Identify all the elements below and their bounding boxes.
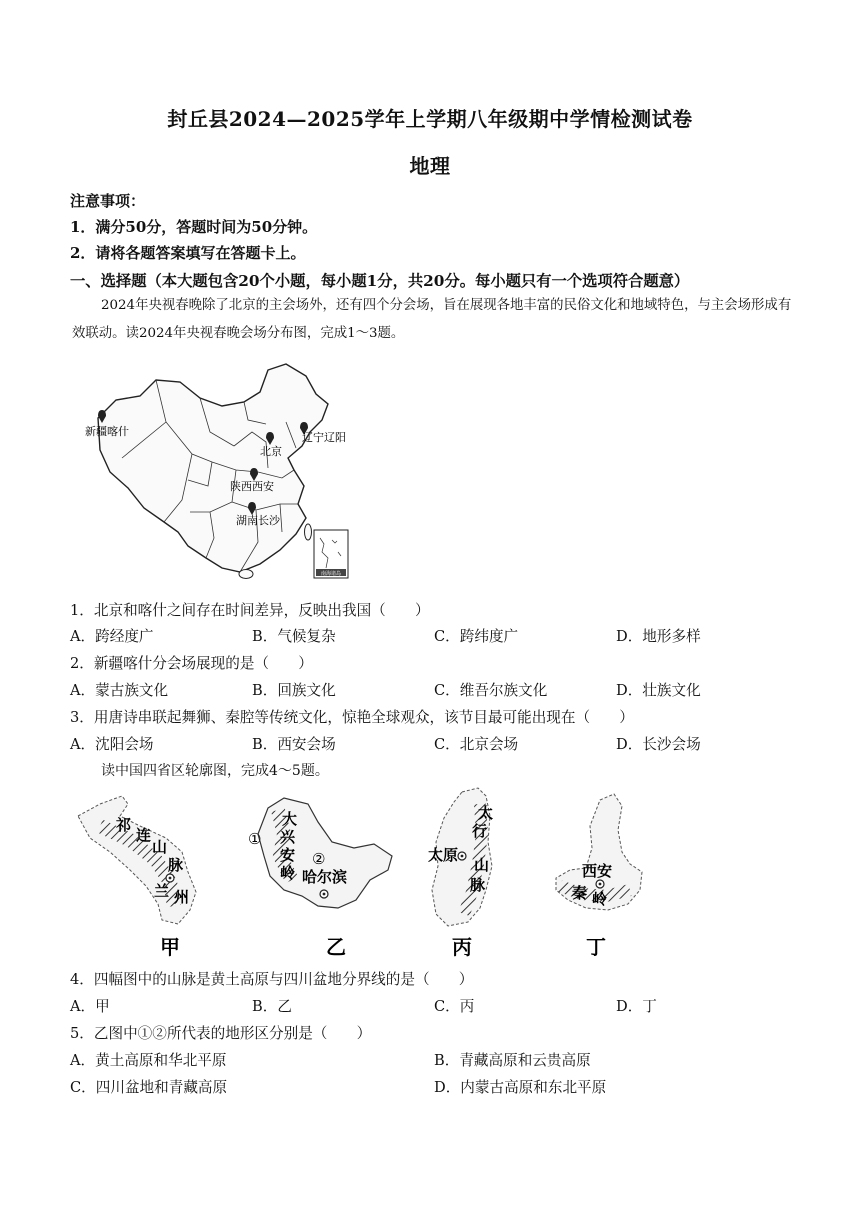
question-5-options-row2 [70,1076,790,1098]
section-heading: 一、选择题（本大题包含20个小题，每小题1分，共20分。每小题只有一个选项符合题意） [70,272,690,290]
option-c[interactable]: C．北京会场 [434,736,519,753]
option-c[interactable]: C．维吾尔族文化 [434,682,548,699]
four-provinces-map [70,786,710,962]
figure-label-jia: 甲 [160,935,180,959]
question-5-options-row1 [70,1049,790,1071]
note-item: 2．请将各题答案填写在答题卡上。 [70,244,306,262]
option-d[interactable]: D．地形多样 [616,628,701,645]
figure-label-ding: 丁 [586,935,606,959]
option-a[interactable]: A．沈阳会场 [70,736,154,753]
question-4-options [70,995,790,1017]
figure-label-bing: 丙 [452,935,472,959]
map-label-changsha: 湖南长沙 [236,514,280,527]
question-1-options [70,625,790,647]
question-2-options [70,679,790,701]
question-3-stem: 3．用唐诗串联起舞狮、秦腔等传统文化，惊艳全球观众，该节目最可能出现在（ ） [70,709,634,726]
province-ding [556,794,642,959]
map-label: 西安 [582,862,613,880]
option-a[interactable]: A．黄土高原和华北平原 [70,1052,227,1069]
option-b[interactable]: B．青藏高原和云贵高原 [434,1052,591,1069]
figure-label-yi: 乙 [326,935,346,959]
province-bing [428,788,493,959]
option-d[interactable]: D．壮族文化 [616,682,701,699]
passage-1: 2024年央视春晚除了北京的主会场外，还有四个分会场，旨在展现各地丰富的民俗文化和地域特色，与主会场形成有效联动。读2024年央视春晚会场分布图，完成1～3题。 [72,298,792,341]
subject-title: 地理 [409,154,451,178]
map-label-xian: 陕西西安 [230,480,274,493]
hainan-island [239,570,253,579]
map-label-beijing: 北京 [260,445,282,458]
note-item: 1．满分50分，答题时间为50分钟。 [70,218,318,236]
map-label: 秦 [572,884,588,902]
map-label: 兰 [154,882,170,900]
option-b[interactable]: B．乙 [252,998,292,1015]
option-a[interactable]: A．蒙古族文化 [70,682,169,699]
option-a[interactable]: A．甲 [70,998,110,1015]
question-5-stem: 5．乙图中①②所代表的地形区分别是（ ） [70,1025,372,1042]
question-3-options [70,733,790,755]
map-label: 哈尔滨 [302,868,348,886]
exam-title: 封丘县2024—2025学年上学期八年级期中学情检测试卷 [167,107,693,131]
option-d[interactable]: D．长沙会场 [616,736,701,753]
inset-label: 南海诸岛 [320,571,342,577]
option-a[interactable]: A．跨经度广 [70,628,154,645]
map-label: 岭 [280,864,296,882]
map-label: 安 [280,846,296,864]
option-b[interactable]: B．西安会场 [252,736,336,753]
taiwan-island [305,524,312,540]
map-label: 大 [282,810,298,828]
china-venue-map [82,362,362,584]
option-b[interactable]: B．回族文化 [252,682,336,699]
option-c[interactable]: C．丙 [434,998,475,1015]
question-4-stem: 4．四幅图中的山脉是黄土高原与四川盆地分界线的是（ ） [70,971,474,988]
map-label: 脉 [168,856,184,874]
option-d[interactable]: D．内蒙古高原和东北平原 [434,1079,607,1096]
map-label: 山 [474,856,490,874]
passage-2: 读中国四省区轮廓图，完成4～5题。 [101,763,329,779]
map-label: 山 [152,838,168,856]
map-label: 岭 [592,890,608,908]
map-label: 脉 [470,876,486,894]
map-label: 州 [174,888,190,906]
map-label: 行 [472,822,488,840]
map-label: 太原 [428,846,459,864]
marker-1: ① [248,830,262,848]
map-label: 连 [136,826,152,844]
marker-2: ② [312,850,326,868]
notes-heading: 注意事项： [70,192,146,210]
option-d[interactable]: D．丁 [616,998,657,1015]
option-b[interactable]: B．气候复杂 [252,628,336,645]
map-label: 兴 [280,828,296,846]
province-jia [78,796,196,959]
map-label-kashgar: 新疆喀什 [85,425,129,438]
question-2-stem: 2．新疆喀什分会场展现的是（ ） [70,655,313,672]
question-1-stem: 1．北京和喀什之间存在时间差异，反映出我国（ ） [70,602,430,619]
map-label: 祁 [116,816,132,834]
option-c[interactable]: C．四川盆地和青藏高原 [70,1079,228,1096]
province-yi [248,798,392,959]
option-c[interactable]: C．跨纬度广 [434,628,519,645]
map-label-liaoyang: 辽宁辽阳 [302,431,346,444]
map-label: 太 [478,804,494,822]
